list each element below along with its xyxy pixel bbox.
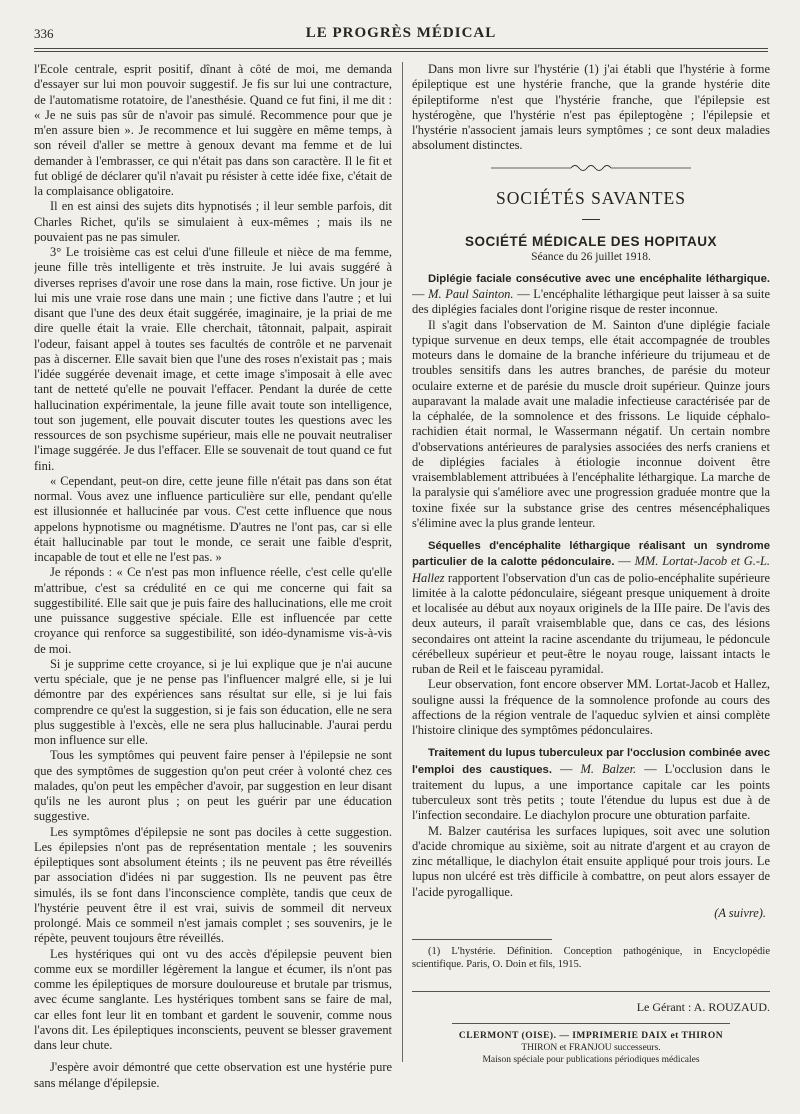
paragraph: « Cependant, peut-on dire, cette jeune fille n'était pas dans son état normal. Vous avez une influence particulière sur elle, pendant qu'elle est illusionnée et hallucinée par vous. C'est cette influence que nous appelons hypnotisme ou magnétisme. D'autres ne l'ont pas, car si elle était hallucinable par tout le monde, ce serait une faible d'esprit, incapable de tout et elle ne l'est pas. » bbox=[34, 473, 392, 564]
topic-2-text: rapportent l'observation d'un cas de polio-encéphalite supérieure limitée à la calotte pédonculaire, siégeant presque uniquement à droite et localisée au début aux noyaux originels de la IIIe paire. De l'avis des deux auteurs, il paraît vraisemblable que, dans ce cas, des lésions secondaires ont atteint la racine ascendante du trijumeau, le pédoncule cérébelleux supérieur et peut-être le noyau rouge, laissant intacts le ruban de Reil et le faisceau pyramidal. bbox=[412, 570, 770, 676]
footnote-rule bbox=[412, 939, 552, 940]
imprint-line-2: THIRON et FRANJOU successeurs. bbox=[521, 1043, 661, 1054]
paragraph: Tous les symptômes qui peuvent faire penser à l'épilepsie ne sont que des symptômes de suggestion qu'on peut créer à volonté chez ces malades, qu'on peut les empêcher d'avoir, par suggestion en leur disant qu'ils ne les auront plus ; on peut les guérir par une éducation suggestive. bbox=[34, 748, 392, 824]
manager-signature: Le Gérant : A. ROUZAUD. bbox=[412, 991, 770, 1015]
column-divider bbox=[402, 62, 403, 1062]
header-rule bbox=[34, 48, 768, 52]
topic-3-paragraph-2: M. Balzer cautérisa les surfaces lupiques, soit avec une solution d'acide chromique au sixième, soit au nitrate d'argent et au crayon de zinc métallique, le diachylon était ensuite appliqué pour trois jours. Le lupus non ulcéré est très difficile à combattre, on peut alors essayer de l'acide pyrogallique. bbox=[412, 823, 770, 899]
imprint-rule bbox=[452, 1023, 730, 1024]
right-column bbox=[412, 62, 770, 1102]
topic-1-title: Diplégie faciale consécutive avec une encéphalite léthargique. bbox=[428, 272, 770, 285]
ornament-divider bbox=[412, 162, 770, 177]
topic-2-paragraph-2: Leur observation, font encore observer MM. Lortat-Jacob et Hallez, souligne aussi la fréquence de la somnolence profonde au cours des affections de la région ventrale de l'aqueduc sylvien et ainsi complète l'histoire clinique des symptômes pédonculaires. bbox=[412, 677, 770, 737]
topic-2-authors: MM. Lortat-Jacob et G.-L. Hallez bbox=[412, 554, 770, 585]
section-title: SOCIÉTÉS SAVANTES bbox=[496, 187, 686, 208]
paragraph: 3° Le troisième cas est celui d'une filleule et nièce de ma femme, jeune fille très intelligente et très instruite. Je lui avais suggéré à diverses reprises d'avoir une rose dans la main, rose fictive. Un jour je lui mis une vraie rose dans une main ; une fictive dans l'autre ; et lui disant que l'une des deux était suggérée, imaginaire, je la priai de me dire quelle était la vraie. Elle cherchait, tâtonnait, palpait, aspirait l'odeur, faisant appel à toutes ses facultés de contrôle et ne parvenait pas à discerner. Elle savait bien que l'une des roses n'existait pas ; mais l'idée suggérée devenait image, et cette image s'imposait à elle avec tant de netteté qu'elle ne pouvait l'effacer. Pendant la durée de cette hallucination expérimentale, la jeune fille avait toute son intelligence, tout son jugement, elle pouvait discuter toutes les questions avec les ressources de son psychisme supérieur, mais elle ne pouvait neutraliser l'image suggérée. Je dus l'effacer. Elle se souvenait de tout quand ce fut fini. bbox=[34, 245, 392, 473]
imprint-line-3: Maison spéciale pour publications périodiques médicales bbox=[482, 1055, 700, 1066]
session-date: Séance du 26 juillet 1918. bbox=[531, 250, 651, 263]
topic-3-text: L'occlusion dans le traitement du lupus, a une importance capitale car les points tuberculeux sont très petits ; toute l'étendue du lupus est due à de l'infection secondaire. Le diachylon procure une obturation parfaite. bbox=[412, 761, 770, 823]
topic-3-paragraph: Traitement du lupus tuberculeux par l'occlusion combinée avec l'emploi des caustiques. — M. Balzer. — L'occlusion dans le traitement du lupus, a une importance capitale car les points tuberculeux sont très petits ; toute l'étendue du lupus est due à de l'infection secondaire. Le diachylon procure une obturation parfaite. bbox=[412, 747, 770, 823]
topic-1-paragraph-2: Il s'agit dans l'observation de M. Sainton d'une diplégie faciale typique survenue en deux temps, elle était accompagnée de troubles moteurs dans le domaine de la branche inférieure du trijumeau et de troubles sensitifs dans les autres branches, de parésie du moteur oculaire externe et de parésie du muscle droit supérieur. Quinze jours auparavant la malade avait une maladie infectieuse caractérisée par de la céphalée, de la somnolence et des frissons. Le liquide céphalo-rachidien était normal, le Wassermann négatif. Un certain nombre d'observations antérieures de paralysies associées des nerfs craniens et de diplégies faciales à étiologie inconnue doivent être vraisemblablement attribuées à l'encéphalite léthargique. La marche de la paralysie qui s'améliore avec une progression graduée montre que la toxine fixée sur la substance grise des centres mésencéphaliques s'élimine avec la plus grande lenteur. bbox=[412, 317, 770, 530]
society-title: SOCIÉTÉ MÉDICALE DES HOPITAUX bbox=[464, 234, 718, 250]
imprint-block bbox=[412, 1030, 770, 1066]
journal-title: LE PROGRÈS MÉDICAL bbox=[305, 25, 497, 41]
page-number: 336 bbox=[34, 26, 54, 41]
topic-1-author: M. Paul Sainton. bbox=[428, 287, 514, 301]
left-column bbox=[34, 62, 392, 1102]
topic-2-paragraph: Séquelles d'encéphalite léthargique réalisant un syndrome particulier de la calotte pédonculaire. — MM. Lortat-Jacob et G.-L. Hallez rapportent l'observation d'un cas de polio-encéphalite supérieure limitée à la calotte pédonculaire, siégeant presque uniquement à droite et localisée au début aux noyaux originels de la IIIe paire. De l'avis des deux auteurs, il paraît vraisemblable que, dans ce cas, des lésions secondaires ont atteint la racine ascendante du trijumeau, le pédoncule cérébelleux supérieur et peut-être le noyau rouge, laissant intacts le ruban de Reil et le faisceau pyramidal. bbox=[412, 540, 770, 676]
topic-3-title: Traitement du lupus tuberculeux par l'occlusion combinée avec l'emploi des caustiques. bbox=[412, 747, 770, 776]
intro-paragraph: Dans mon livre sur l'hystérie (1) j'ai établi que l'hystérie à forme épileptique est une hystérie franche, que la grande hystérie dite épileptiforme n'est que l'hystérie franche, que l'épilepsie est hystérogène, que l'hystérie n'est pas épileptogène ; l'épilepsie et l'hystérie n'associent jamais leurs symptômes ; ce sont deux maladies absolument distinctes. bbox=[412, 62, 770, 153]
topic-2-title: Séquelles d'encéphalite léthargique réalisant un syndrome particulier de la calotte pédonculaire. bbox=[412, 540, 770, 569]
paragraph: Si je supprime cette croyance, si je lui explique que je n'ai aucune vertu spéciale, que je ne pense pas l'influencer malgré elle, si je lui démontre par des expériences sans résultat sur elle, si je lui fais comprendre ce qu'est la suggestion, si je fais son éducation, elle ne sera plus suggestible à l'excès, elle ne sera plus hallucinable. J'aurai perdu mon influence sur elle. bbox=[34, 656, 392, 747]
to-be-continued: (A suivre). bbox=[714, 905, 766, 920]
paragraph: Il en est ainsi des sujets dits hypnotisés ; il leur semble parfois, dit Charles Richet, qu'ils se simulaient à eux-mêmes ; mais ils ne pouvaient pas ne pas simuler. bbox=[34, 199, 392, 244]
paragraph: l'Ecole centrale, esprit positif, dînant à côté de moi, me demanda d'essayer sur lui mon pouvoir suggestif. Je fis sur lui une contracture, de l'automatisme rotatoire, de l'anesthésie. Quand ce fut fini, il me dit : « Je ne suis pas sûr de n'avoir pas simulé. Recommence pour que je m'en assure bien ». Je recommence et lui suggère en même temps, à son réveil d'aller se mettre à genoux devant ma femme et de lui demander à l'embrasser, ce qui n'était pas dans son caractère. Il le fit et fut obligé de déclarer qu'il n'avait pu résister à cette idée fixe, c'était de la complaisance obligatoire. bbox=[34, 62, 392, 198]
footnote: (1) L'hystérie. Définition. Conception pathogénique, in Encyclopédie scientifique. Paris, O. Doin et fils, 1915. bbox=[412, 946, 770, 970]
topic-3-author: M. Balzer. bbox=[580, 761, 637, 776]
imprint-line-1: CLERMONT (OISE). — IMPRIMERIE DAIX et THIRON bbox=[458, 1031, 724, 1042]
section-dash bbox=[412, 209, 770, 224]
paragraph: Les symptômes d'épilepsie ne sont pas dociles à cette suggestion. Les épilepsies n'ont pas de représentation mentale ; les souvenirs épileptiques sont absolument éteints ; ils ne peuvent pas être réveillés par association d'idées ni par suggestion. Ils ne peuvent pas être simulés, ils se font dans l'inconscience complète, tandis que ceux de l'hystérie peuvent être il est vrai, suivis de sommeil dit nerveux prolongé. Mais ce sommeil n'est jamais complet ; ses souvenirs, je le répète, peuvent toujours être réveillés. bbox=[34, 824, 392, 946]
page-header bbox=[34, 22, 768, 46]
paragraph: Les hystériques qui ont vu des accès d'épilepsie peuvent bien comme eux se mordiller légèrement la langue et écumer, ils n'ont pas comme les épileptiques de morsure douloureuse et brutale par trismus, avec écume sanglante. Les hystériques tombent sans se faire de mal, car elles font leur lit en tombant et gardent le souvenir, comme nous l'avons dit. Les épileptiques inconscients, peuvent se blesser gravement dans leur chute. bbox=[34, 946, 392, 1052]
topic-1-text: L'encéphalite léthargique peut laisser à sa suite des diplégies faciales dont l'origine risque de rester inconnue. bbox=[412, 287, 770, 317]
paragraph: J'espère avoir démontré que cette observation est une hystérie pure sans mélange d'épilepsie. bbox=[34, 1060, 392, 1090]
topic-1-paragraph: Diplégie faciale consécutive avec une encéphalite léthargique. — M. Paul Sainton. — L'encéphalite léthargique peut laisser à sa suite des diplégies faciales dont l'origine risque de rester inconnue. bbox=[412, 272, 770, 317]
flourish-icon bbox=[471, 163, 711, 173]
paragraph: Je réponds : « Ce n'est pas mon influence réelle, c'est celle qu'elle m'attribue, c'est sa crédulité en ce qui me concerne qui fait sa suggestibilité. Elle sait que je puis faire des hallucinations, elle me croit une puissance suggestive spéciale. Elle est influencée par cette croyance qui renforce sa suggestibilité, son idéo-dynamisme vis-à-vis de moi. bbox=[34, 565, 392, 656]
